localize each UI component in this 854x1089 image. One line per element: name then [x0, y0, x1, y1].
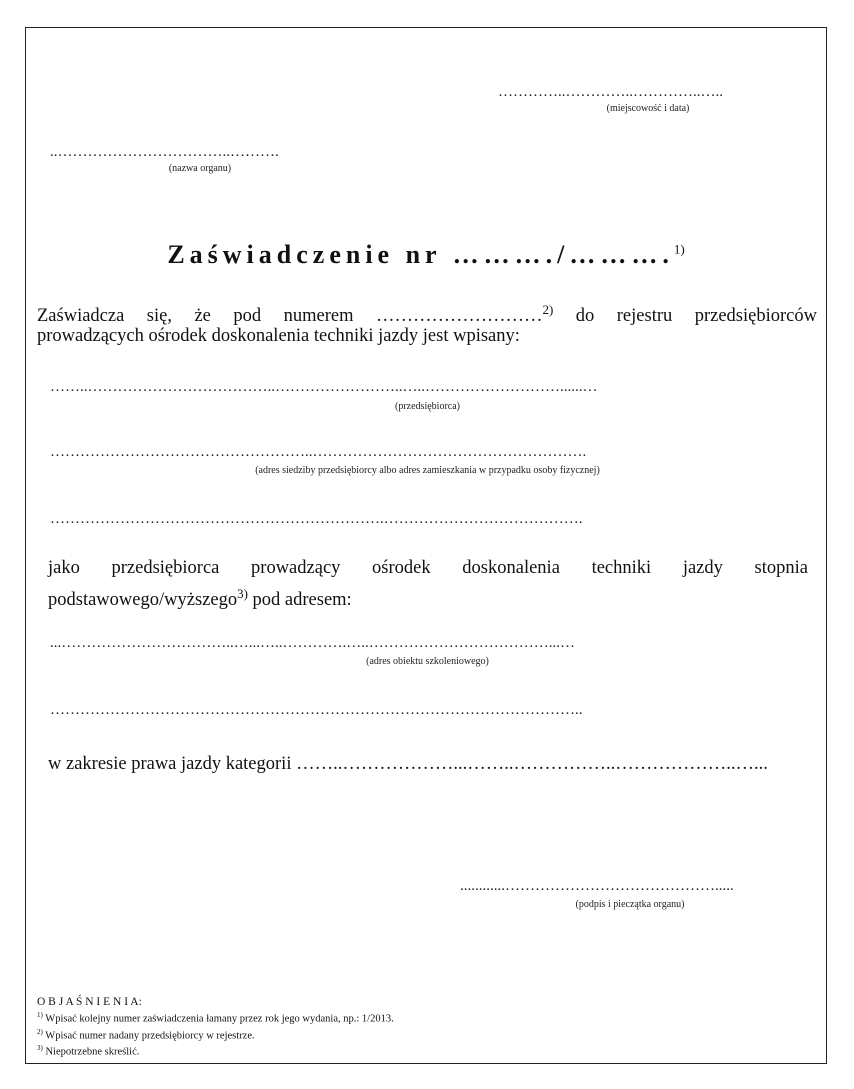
signature-field[interactable]: ............…………………………………….....: [460, 878, 734, 894]
facility-address-field-2[interactable]: ……………………………………………………………………………………………..: [50, 702, 583, 718]
document-title: [25, 240, 827, 270]
organ-name-caption: (nazwa organu): [168, 163, 232, 174]
organ-name-field[interactable]: ..……………………………..……….: [50, 144, 279, 160]
notes-block: [37, 996, 394, 1059]
as-entrepreneur-part2: pod adresem:: [247, 590, 352, 611]
as-entrepreneur-part1: podstawowego/wyższego: [48, 590, 238, 611]
place-date-field[interactable]: …………..…………..…………..…..: [498, 84, 723, 100]
notes-heading: O B J A Ś N I E N I A:: [37, 996, 142, 1008]
signature-caption: (podpis i pieczątka organu): [575, 899, 685, 910]
as-entrepreneur-footnote-mark: 3): [237, 586, 248, 601]
entrepreneur-field[interactable]: ……..………………………………..……………………..…..………………………......…: [50, 379, 598, 395]
note-1: $^{1)}$ Wpisać kolejny numer zaświadczenia łamany przez rok jego wydania, np.: 1/2013.: [37, 1011, 394, 1025]
title-footnote-mark: 1): [673, 241, 685, 257]
facility-address-field[interactable]: ...……………………………..…...…..………….…..………………………………...…: [50, 635, 575, 651]
statement-line-2: prowadzących ośrodek doskonalenia techniki jazdy jest wpisany:: [37, 326, 520, 346]
entrepreneur-caption: (przedsiębiorca): [395, 401, 460, 412]
statement-footnote-mark: 2): [542, 302, 554, 317]
note-2: $^{2)}$ Wpisać numer nadany przedsiębiorcy w rejestrze.: [37, 1027, 255, 1041]
statement-part2: do rejestru przedsiębiorców: [553, 306, 817, 327]
license-category-line[interactable]: w zakresie prawa jazdy kategorii ……..………………...……..……………..………………..…...: [48, 754, 768, 774]
statement-part1: Zaświadcza się, że pod numerem ………………………: [37, 306, 543, 327]
note-3: $^{3)}$ Niepotrzebne skreślić.: [37, 1044, 140, 1058]
place-date-caption: (miejscowość i data): [606, 103, 690, 114]
address-caption: (adres siedziby przedsiębiorcy albo adres zamieszkania w przypadku osoby fizycznej): [255, 465, 600, 476]
facility-address-caption: (adres obiektu szkoleniowego): [366, 656, 489, 667]
address-field[interactable]: ……………………………………………..……………………………………………….: [50, 444, 587, 460]
as-entrepreneur-line-2: [48, 582, 352, 612]
address-field-2[interactable]: ………………………………………………………….………………………………….: [50, 511, 583, 527]
as-entrepreneur-line-1: jako przedsiębiorca prowadzący ośrodek doskonalenia techniki jazdy stopnia: [48, 558, 808, 578]
title-text: Zaświadczenie nr ………./……….: [167, 240, 674, 269]
